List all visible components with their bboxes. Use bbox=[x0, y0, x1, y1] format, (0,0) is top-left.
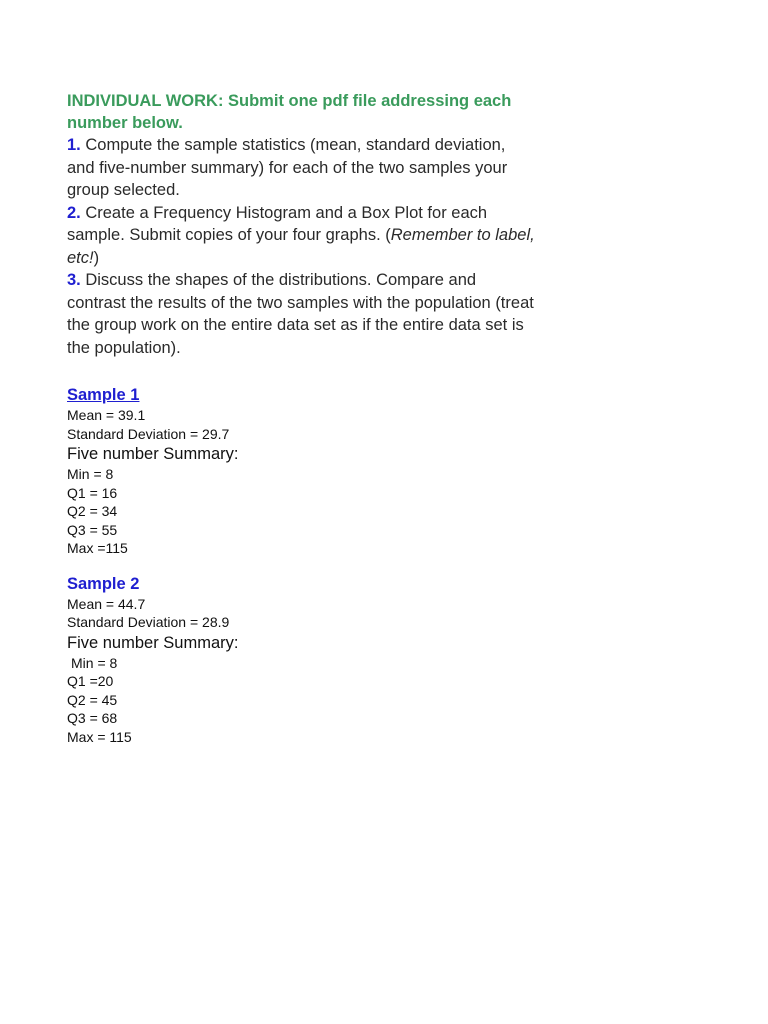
sample-2-sd: Standard Deviation = 28.9 bbox=[67, 614, 230, 630]
task-number-3: 3. bbox=[67, 271, 81, 289]
sample-2-q3: Q3 = 68 bbox=[67, 710, 118, 726]
sample-1-min: Min = 8 bbox=[67, 466, 114, 482]
assignment-heading: INDIVIDUAL WORK: Submit one pdf file addressing each number below. bbox=[67, 92, 512, 132]
task-text-2-italic: Remember to label, etc! bbox=[67, 226, 535, 267]
sample-2-mean: Mean = 44.7 bbox=[67, 595, 146, 612]
sample-2-q1: Q1 =20 bbox=[67, 673, 114, 689]
task-item-1 bbox=[67, 134, 537, 202]
sample-2-q2: Q2 = 45 bbox=[67, 691, 118, 708]
task-text-2: Create a Frequency Histogram and a Box Plot for each sample. Submit copies of your four graphs. ( bbox=[67, 203, 488, 244]
sample-1-mean: Mean = 39.1 bbox=[67, 407, 146, 423]
sample-1-fns-label: Five number Summary: bbox=[67, 445, 239, 463]
task-number-2: 2. bbox=[67, 203, 81, 222]
task-item-3 bbox=[67, 269, 537, 359]
sample-1-title[interactable]: Sample 1 bbox=[67, 386, 140, 404]
sample-1-max: Max =115 bbox=[67, 540, 128, 556]
sample-1-q2: Q2 = 34 bbox=[67, 503, 118, 519]
sample-1-sd: Standard Deviation = 29.7 bbox=[67, 425, 230, 442]
sample-2-title: Sample 2 bbox=[67, 574, 140, 593]
sample-2-fns-label: Five number Summary: bbox=[67, 633, 239, 652]
task-item-2 bbox=[67, 202, 537, 270]
task-text-2-suffix: ) bbox=[93, 248, 100, 267]
sample-2-max: Max = 115 bbox=[67, 728, 132, 745]
document-page bbox=[67, 90, 537, 746]
sample-1-q3: Q3 = 55 bbox=[67, 521, 118, 538]
task-text-3: Discuss the shapes of the distributions. Compare and contrast the results of the two samples with the population (treat the group work on the entire data set as if the entire data set is the population). bbox=[67, 271, 534, 357]
sample-2-min: Min = 8 bbox=[71, 654, 118, 671]
task-number-1: 1. bbox=[67, 136, 81, 154]
task-text-1: Compute the sample statistics (mean, standard deviation, and five-number summary) for each of the two samples your group selected. bbox=[67, 136, 508, 199]
sample-1-q1: Q1 = 16 bbox=[67, 484, 118, 501]
